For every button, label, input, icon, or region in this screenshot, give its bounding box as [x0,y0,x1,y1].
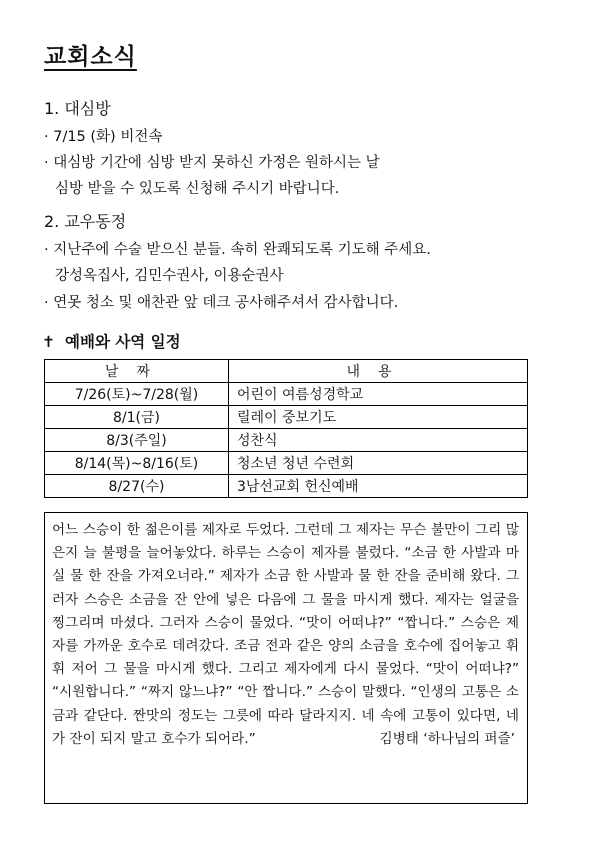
visitation-line-3: 심방 받을 수 있도록 신청해 주시기 바랍니다. [55,181,340,197]
table-row [45,383,528,406]
story-text: 어느 스승이 한 젊은이를 제자로 두었다. 그런데 그 제자는 무슨 불만이 그리 많은지 늘 불평을 늘어놓았다. 하루는 스승이 제자를 불렀다. “소금 한 사발과 마실 물 한 잔을 가져오너라.” 제자가 소금 한 사발과 물 한 잔을 준비해 왔다. 그러자 스승은 소금을 잔 안에 넣은 다음에 그 물을 마시게 했다. 제자는 얼굴을 찡그리며 마셨다. 그러자 스승이 물었다. “맛이 어떠냐?” “짭니다.” 스승은 제자를 가까운 호수로 데려갔다. 조금 전과 같은 양의 소금을 호수에 집어놓고 휘휘 저어 그 물을 마시게 했다. 그리고 제자에게 다시 물었다. “맛이 어떠냐?” “시원합니다.” “짜지 않느냐?” “안 짭니다.” 스승이 말했다. “인생의 고통은 소금과 같단다. 짠맛의 정도는 그릇에 따라 달라지지. 네 속에 고통이 있다면, 네가 잔이 되지 말고 호수가 되어라.” [52,522,519,747]
visitation-line-1: · 7/15 (화) 비전속 [44,129,163,145]
cross-icon: ✝ [42,333,55,351]
schedule-table [44,359,528,498]
schedule-col-date: 날짜 [45,360,229,383]
member-news-line-1: · 지난주에 수술 받으신 분들. 속히 완쾌되도록 기도해 주세요. [44,242,431,258]
schedule-heading-text: 예배와 사역 일정 [65,333,181,351]
schedule-content: 릴레이 중보기도 [229,406,528,429]
page-title: 교회소식 [44,44,137,70]
schedule-content: 3남선교회 헌신예배 [229,475,528,498]
section-heading-visitation: 1. 대심방 [44,99,111,118]
schedule-col-content: 내용 [229,360,528,383]
table-row [45,406,528,429]
schedule-content: 청소년 청년 수련회 [229,452,528,475]
table-row [45,429,528,452]
schedule-date: 8/3(주일) [45,429,229,452]
story-box [44,512,528,804]
schedule-date: 8/27(수) [45,475,229,498]
member-news-line-2: 강성옥집사, 김민수권사, 이용순권사 [55,268,284,284]
section-heading-member-news: 2. 교우동정 [44,212,127,231]
schedule-date: 8/1(금) [45,406,229,429]
schedule-date: 7/26(토)~7/28(월) [45,383,229,406]
visitation-line-2: · 대심방 기간에 심방 받지 못하신 가정은 원하시는 날 [44,155,380,171]
schedule-content: 어린이 여름성경학교 [229,383,528,406]
table-row [45,475,528,498]
member-news-line-3: · 연못 청소 및 애찬관 앞 데크 공사해주셔서 감사합니다. [44,295,399,311]
schedule-heading [42,330,181,352]
story-source: 김병태 ‘하나님의 퍼즐’ [379,730,515,747]
schedule-content: 성찬식 [229,429,528,452]
schedule-header-row [45,360,528,383]
schedule-date: 8/14(목)~8/16(토) [45,452,229,475]
table-row [45,452,528,475]
